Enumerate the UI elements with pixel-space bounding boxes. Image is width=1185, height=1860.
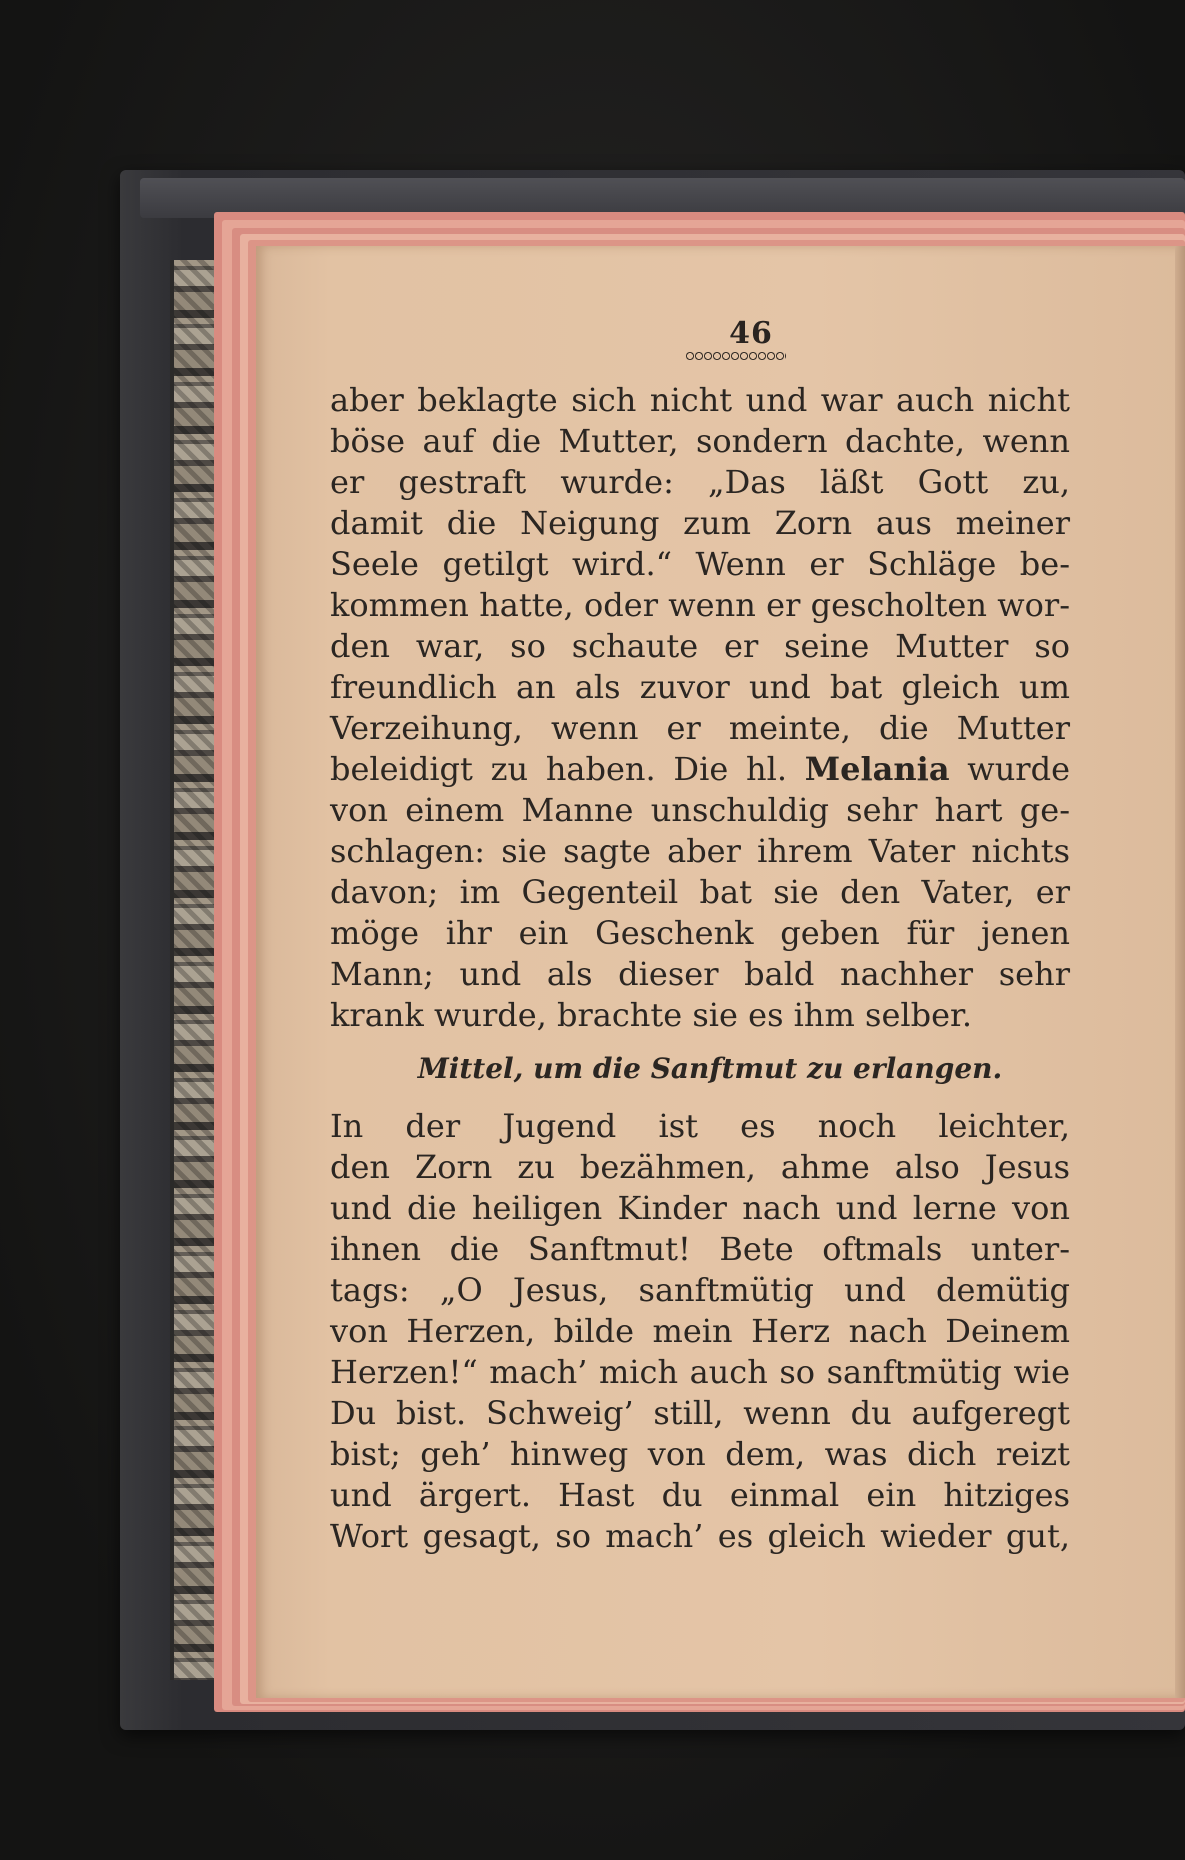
- text-line: von einem Manne unschuldig sehr hart ge-: [330, 791, 1070, 829]
- text-line: tags: „O Jesus, sanftmütig und demütig: [330, 1271, 1070, 1309]
- page-fold: [1175, 246, 1185, 1698]
- text-line: In der Jugend ist es noch leichter,: [330, 1107, 1070, 1145]
- text-line: Du bist. Schweig’ still, wenn du aufgeregt: [330, 1394, 1070, 1432]
- emphasized-name: Melania: [804, 750, 950, 788]
- body-text: [330, 380, 1070, 1557]
- section-heading: Mittel, um die Sanftmut zu erlangen.: [417, 1052, 1003, 1085]
- text-line: möge ihr ein Geschenk geben für jenen: [330, 914, 1070, 952]
- text-line: schlagen: sie sagte aber ihrem Vater nichts: [330, 832, 1070, 870]
- text-line: Verzeihung, wenn er meinte, die Mutter: [330, 709, 1070, 747]
- text-line: Herzen!“ mach’ mich auch so sanftmütig wie: [330, 1353, 1070, 1391]
- text-fragment: wurde: [967, 750, 1071, 788]
- text-line: Mann; und als dieser bald nachher sehr: [330, 955, 1070, 993]
- page-number-ornament: [686, 352, 786, 360]
- text-line: den Zorn zu bezähmen, ahme also Jesus: [330, 1148, 1070, 1186]
- text-line: von Herzen, bilde mein Herz nach Deinem: [330, 1312, 1070, 1350]
- book-page: [256, 246, 1185, 1698]
- text-line: er gestraft wurde: „Das läßt Gott zu,: [330, 463, 1070, 501]
- text-line: davon; im Gegenteil bat sie den Vater, er: [330, 873, 1070, 911]
- text-line: Wort gesagt, so mach’ es gleich wieder gut,: [330, 1517, 1070, 1555]
- text-line: und ärgert. Hast du einmal ein hitziges: [330, 1476, 1070, 1514]
- text-fragment: beleidigt zu haben. Die hl.: [330, 750, 787, 788]
- page-number: 46: [729, 316, 773, 351]
- text-line: [330, 749, 1070, 790]
- text-line: bist; geh’ hinweg von dem, was dich reizt: [330, 1435, 1070, 1473]
- text-line: ihnen die Sanftmut! Bete oftmals unter-: [330, 1230, 1070, 1268]
- text-line: kommen hatte, oder wenn er gescholten wor-: [330, 586, 1070, 624]
- text-line: damit die Neigung zum Zorn aus meiner: [330, 504, 1070, 542]
- text-line: böse auf die Mutter, sondern dachte, wenn: [330, 422, 1070, 460]
- text-line: aber beklagte sich nicht und war auch nicht: [330, 381, 1070, 419]
- text-line: Seele getilgt wird.“ Wenn er Schläge be-: [330, 545, 1070, 583]
- text-line: freundlich an als zuvor und bat gleich um: [330, 668, 1070, 706]
- text-line: krank wurde, brachte sie es ihm selber.: [330, 996, 972, 1034]
- text-line: und die heiligen Kinder nach und lerne von: [330, 1189, 1070, 1227]
- text-line: den war, so schaute er seine Mutter so: [330, 627, 1070, 665]
